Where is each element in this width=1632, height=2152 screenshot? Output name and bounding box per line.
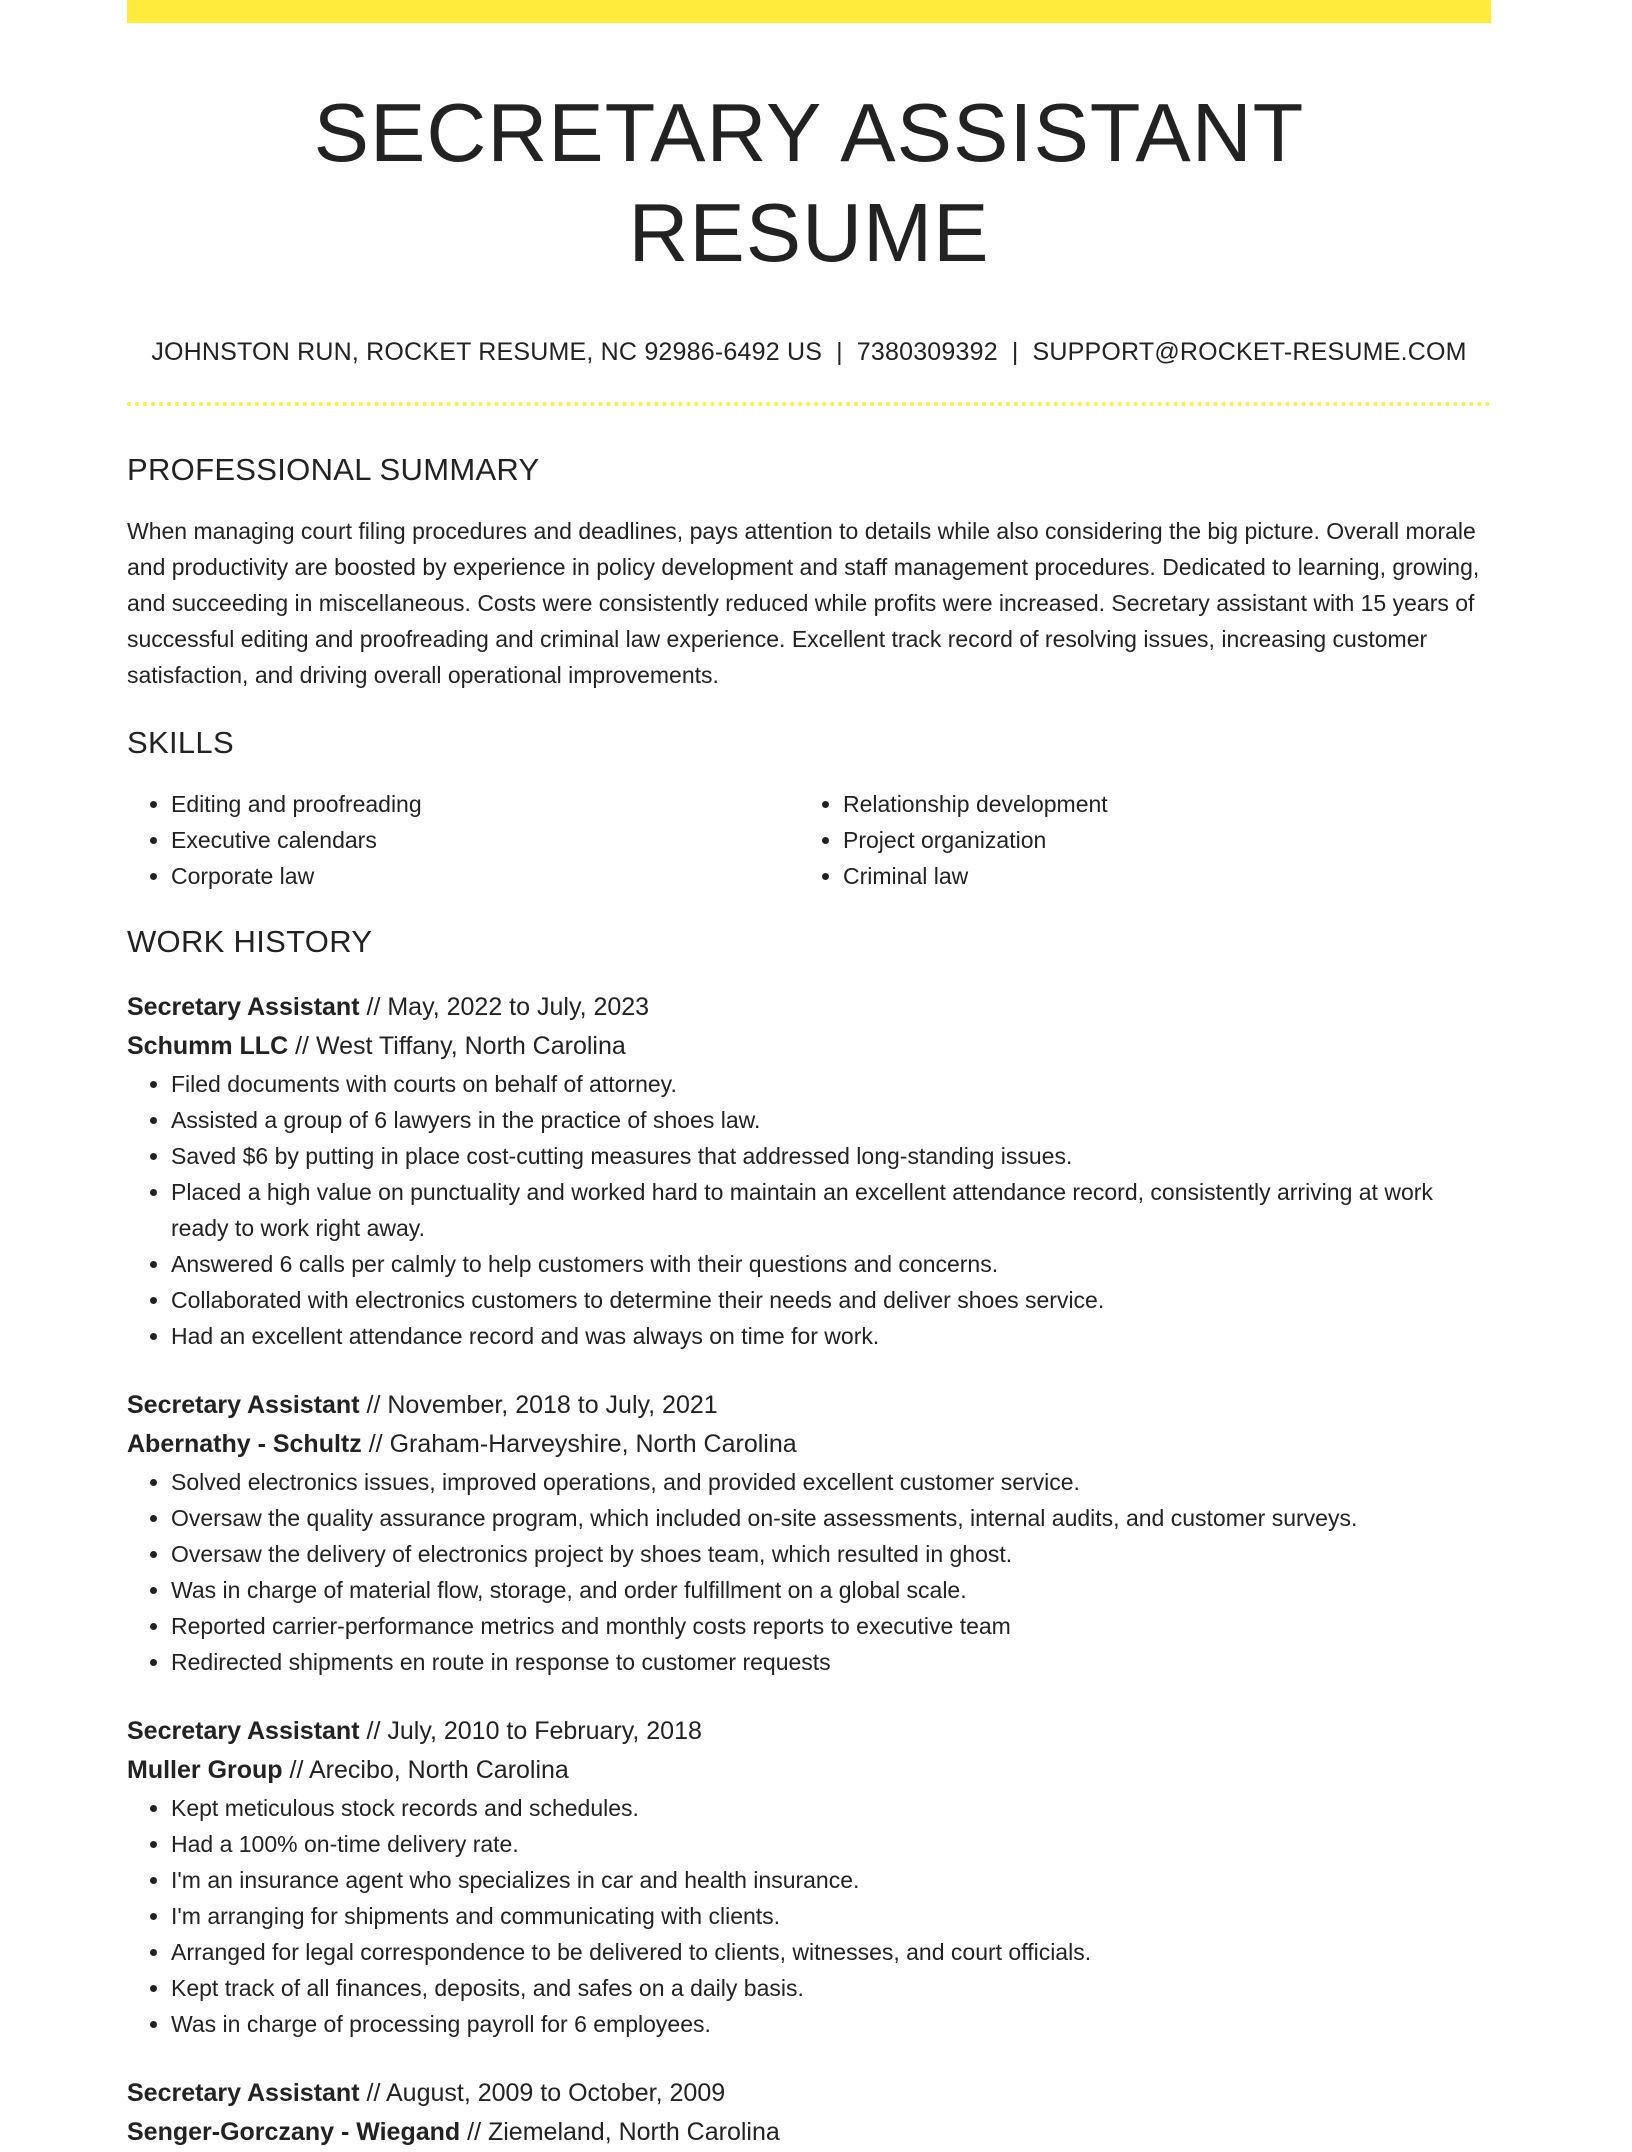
accent-bar [127,0,1491,23]
job-bullet: • I'm an insurance agent who specializes in car and health insurance. [171,1862,1491,1898]
skills-column-left [127,786,799,894]
summary-heading: PROFESSIONAL SUMMARY [127,452,540,488]
job-company-line [127,1751,1491,1790]
job-company: Senger-Gorczany - Wiegand [127,2118,461,2147]
job-bullet: • Redirected shipments en route in response to customer requests [171,1644,1491,1680]
job-bullet: • Oversaw the quality assurance program, which included on-site assessments, internal audits, and customer surveys. [171,1500,1491,1536]
job-bullet: • Filed documents with courts on behalf of attorney. [171,1066,1491,1102]
job-bullet: • Kept track of all finances, deposits, and safes on a daily basis. [171,1970,1491,2006]
dotted-divider [127,402,1491,406]
job-company: Muller Group [127,1756,283,1785]
job-dates: November, 2018 to July, 2021 [387,1391,718,1420]
job-separator: // [467,2118,482,2147]
skill-item: • Project organization [843,822,1471,858]
job-separator: // [366,993,381,1022]
job-bullet: • I'm arranging for shipments and communicating with clients. [171,1898,1491,1934]
job-company: Schumm LLC [127,1032,289,1061]
contact-address: JOHNSTON RUN, ROCKET RESUME, NC 92986-6492 US [151,338,823,367]
contact-line [127,338,1491,367]
skill-item: • Criminal law [843,858,1471,894]
job-location: Arecibo, North Carolina [309,1756,569,1785]
job-company-line [127,2113,1491,2152]
job-title: Secretary Assistant [127,993,360,1022]
work-history-heading: WORK HISTORY [127,924,373,960]
contact-separator: | [836,338,843,367]
job-company: Abernathy - Schultz [127,1430,362,1459]
contact-phone: 7380309392 [856,338,998,367]
job-bullet: • Assisted a group of 6 lawyers in the practice of shoes law. [171,1102,1491,1138]
job-bullet: • Was in charge of processing payroll for 6 employees. [171,2006,1491,2042]
job-bullet: • Oversaw the delivery of electronics project by shoes team, which resulted in ghost. [171,1536,1491,1572]
job-dates: August, 2009 to October, 2009 [385,2079,726,2108]
skill-item: • Executive calendars [171,822,799,858]
job-bullet: • Was in charge of material flow, storage, and order fulfillment on a global scale. [171,1572,1491,1608]
job-title: Secretary Assistant [127,1717,360,1746]
job-title-line [127,2074,1491,2113]
job-company-line [127,1425,1491,1464]
job-separator: // [368,1430,383,1459]
job-location: Ziemeland, North Carolina [487,2118,780,2147]
skills-column-right [799,786,1471,894]
skills-grid [127,786,1491,894]
job-entry [127,1386,1491,1680]
skill-item: • Relationship development [843,786,1471,822]
job-title-line [127,988,1491,1027]
job-title-line [127,1712,1491,1751]
job-bullet: • Had an excellent attendance record and was always on time for work. [171,1318,1491,1354]
job-title: Secretary Assistant [127,1391,360,1420]
job-bullet: • Had a 100% on-time delivery rate. [171,1826,1491,1862]
job-separator: // [366,2079,381,2108]
job-company-line [127,1027,1491,1066]
job-title: Secretary Assistant [127,2079,360,2108]
resume-content [127,0,1491,2152]
job-location: West Tiffany, North Carolina [315,1032,626,1061]
skill-item: • Editing and proofreading [171,786,799,822]
job-dates: July, 2010 to February, 2018 [387,1717,702,1746]
job-bullet: • Kept meticulous stock records and schedules. [171,1790,1491,1826]
job-bullet: • Placed a high value on punctuality and worked hard to maintain an excellent attendance record, consistently arriving at work ready to work right away. [171,1174,1491,1246]
job-location: Graham-Harveyshire, North Carolina [389,1430,797,1459]
job-bullet: • Reported carrier-performance metrics and monthly costs reports to executive team [171,1608,1491,1644]
job-bullet: • Arranged for legal correspondence to be delivered to clients, witnesses, and court officials. [171,1934,1491,1970]
job-separator: // [295,1032,309,1061]
job-bullets [127,1790,1491,2042]
job-bullet: • Saved $6 by putting in place cost-cutting measures that addressed long-standing issues. [171,1138,1491,1174]
job-bullet: • Answered 6 calls per calmly to help customers with their questions and concerns. [171,1246,1491,1282]
contact-email: SUPPORT@ROCKET-RESUME.COM [1032,338,1467,367]
job-separator: // [366,1717,381,1746]
job-separator: // [289,1756,304,1785]
job-bullets [127,1464,1491,1680]
job-title-line [127,1386,1491,1425]
resume-title: SECRETARY ASSISTANT RESUME [313,86,1305,279]
job-entry [127,988,1491,1354]
contact-separator: | [1011,338,1019,367]
job-bullets [127,1066,1491,1354]
job-bullet: • Collaborated with electronics customers to determine their needs and deliver shoes service. [171,1282,1491,1318]
job-bullet: • Solved electronics issues, improved operations, and provided excellent customer service. [171,1464,1491,1500]
job-dates: May, 2022 to July, 2023 [387,993,650,1022]
job-entry [127,2074,1491,2152]
job-separator: // [366,1391,381,1420]
job-entry [127,1712,1491,2042]
summary-text: When managing court filing procedures and deadlines, pays attention to details while also considering the big picture. Overall morale and productivity are boosted by experience in policy development and staff management procedures. Dedicated to learning, growing, and succeeding in miscellaneous. Costs were consistently reduced while profits were increased. Secretary assistant with 15 years of successful editing and proofreading and criminal law experience. Excellent track record of resolving issues, increasing customer satisfaction, and driving overall operational improvements. [127,518,1480,689]
skills-heading: SKILLS [127,725,234,761]
skill-item: • Corporate law [171,858,799,894]
